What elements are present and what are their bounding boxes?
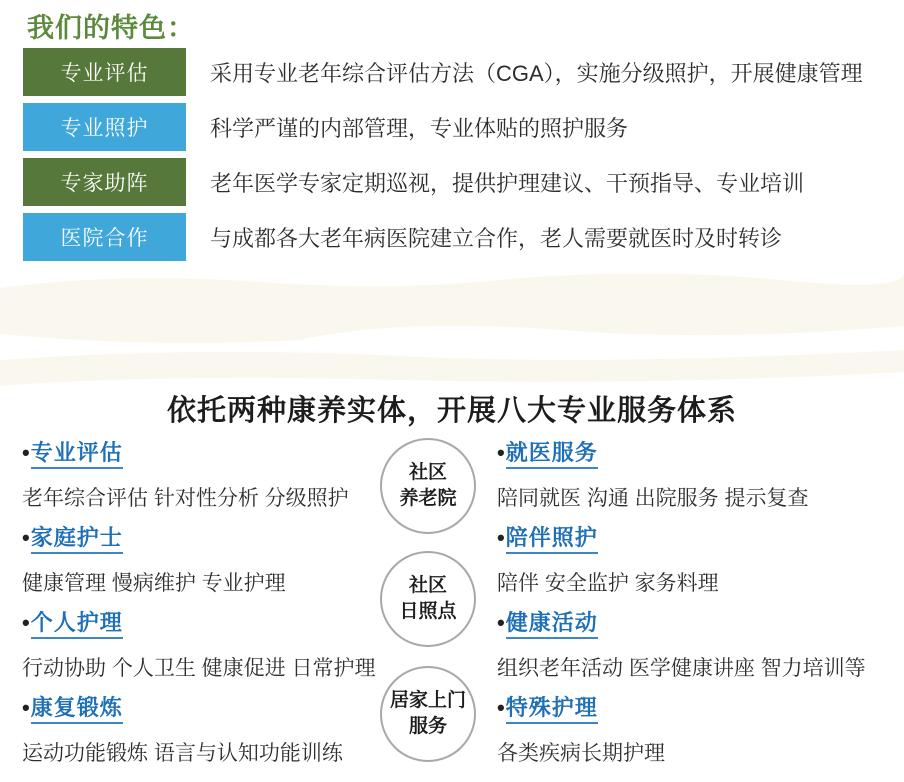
entity-line: 社区: [408, 462, 447, 484]
feature-label-badge: 专业评估: [23, 48, 186, 96]
entity-line: 养老院: [399, 488, 457, 509]
feature-description: 老年医学专家定期巡视，提供护理建议、干预指导、专业培训: [210, 170, 805, 196]
services-column-right: [497, 436, 897, 776]
entity-circle-home-visit: [380, 666, 476, 762]
service-heading: [22, 691, 123, 722]
entity-line: 日照点: [399, 601, 457, 622]
service-description: 陪伴 安全监护 家务料理: [497, 572, 719, 595]
entity-line: 服务: [408, 716, 447, 737]
service-heading: [497, 606, 598, 637]
service-link[interactable]: 个人护理: [31, 610, 123, 639]
entity-line: 社区: [408, 575, 447, 597]
service-item: [497, 521, 897, 606]
service-item: [497, 606, 897, 691]
service-item: [497, 436, 897, 521]
service-item: [22, 521, 377, 606]
service-link[interactable]: 陪伴照护: [506, 525, 598, 554]
bullet-icon: •: [497, 525, 505, 550]
feature-description: 与成都各大老年病医院建立合作，老人需要就医时及时转诊: [210, 225, 783, 251]
service-description: 陪同就医 沟通 出院服务 提示复查: [497, 487, 809, 510]
service-link[interactable]: 特殊护理: [506, 695, 598, 724]
service-item: [22, 691, 377, 776]
service-item: [22, 436, 377, 521]
bullet-icon: •: [22, 695, 30, 720]
service-description: 运动功能锻炼 语言与认知功能训练: [22, 742, 343, 765]
service-heading: [22, 521, 123, 552]
service-heading: [497, 436, 598, 467]
feature-row: [23, 213, 782, 261]
feature-row: [23, 103, 628, 151]
service-link[interactable]: 专业评估: [31, 440, 123, 469]
service-description: 各类疾病长期护理: [497, 742, 665, 765]
feature-description: 科学严谨的内部管理，专业体贴的照护服务: [210, 115, 629, 141]
features-heading: 我们的特色：: [27, 13, 195, 43]
feature-label-badge: 医院合作: [23, 213, 186, 261]
bullet-icon: •: [497, 695, 505, 720]
entity-line: 居家上门: [389, 690, 466, 712]
service-heading: [22, 436, 123, 467]
service-description: 健康管理 慢病维护 专业护理: [22, 572, 286, 595]
service-link[interactable]: 家庭护士: [31, 525, 123, 554]
bullet-icon: •: [497, 610, 505, 635]
background-wave: [0, 268, 904, 393]
feature-description: 采用专业老年综合评估方法（CGA），实施分级照护，开展健康管理: [210, 60, 863, 86]
service-link[interactable]: 健康活动: [506, 610, 598, 639]
bullet-icon: •: [497, 440, 505, 465]
bullet-icon: •: [22, 610, 30, 635]
service-item: [497, 691, 897, 776]
services-column-left: [22, 436, 377, 776]
feature-label-badge: 专业照护: [23, 103, 186, 151]
feature-label-badge: 专家助阵: [23, 158, 186, 206]
entity-circle-community-daycare: [380, 551, 476, 647]
service-heading: [497, 521, 598, 552]
service-description: 组织老年活动 医学健康讲座 智力培训等: [497, 657, 866, 680]
services-title: 依托两种康养实体，开展八大专业服务体系: [166, 395, 737, 427]
feature-row: [23, 48, 863, 96]
entity-circle-community-nursing-home: [380, 438, 476, 534]
service-heading: [22, 606, 123, 637]
bullet-icon: •: [22, 440, 30, 465]
bullet-icon: •: [22, 525, 30, 550]
service-item: [22, 606, 377, 691]
service-link[interactable]: 康复锻炼: [31, 695, 123, 724]
service-description: 老年综合评估 针对性分析 分级照护: [22, 487, 349, 510]
feature-row: [23, 158, 804, 206]
service-description: 行动协助 个人卫生 健康促进 日常护理: [22, 657, 376, 680]
service-link[interactable]: 就医服务: [506, 440, 598, 469]
service-heading: [497, 691, 598, 722]
